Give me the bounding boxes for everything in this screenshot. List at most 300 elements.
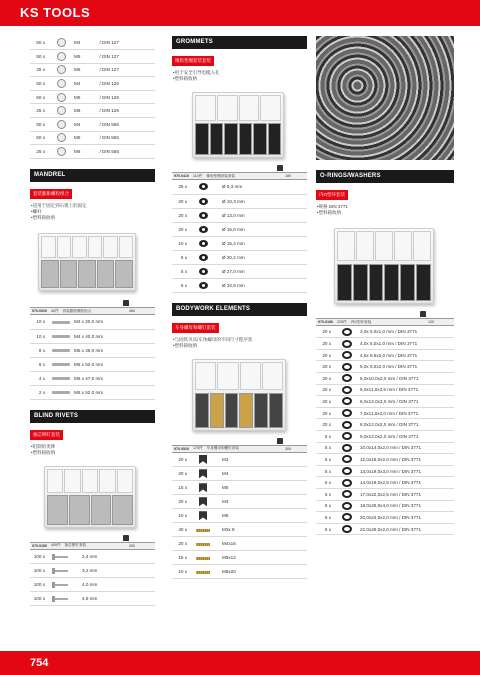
bodywork-article-header: 970.0520 170件 车身螺母和螺钉套装 300 (172, 445, 307, 453)
part-icon-cell (336, 488, 358, 500)
quantity-cell: 40 x (172, 523, 192, 537)
size-cell: Ø 27,0 mm (214, 264, 307, 278)
size-cell: 5,0x 9,0x2,0 mm / DIN 3771 (358, 361, 454, 373)
quantity-cell: 25 x (30, 104, 50, 118)
weight-icon (123, 300, 129, 306)
part-icon-cell (336, 396, 358, 408)
part-icon (342, 525, 352, 533)
blind-rivets-label: 抽芯铆钉套装 (30, 430, 63, 440)
table-row (316, 523, 454, 535)
part-icon-cell (336, 338, 358, 350)
table-row (316, 465, 454, 477)
part-icon-cell (50, 145, 72, 159)
part-icon (57, 133, 66, 142)
size-cell: Ø 15,0 mm (214, 222, 307, 236)
table-row (172, 180, 307, 194)
mandrel-kit-image (38, 233, 136, 291)
part-icon-cell (50, 90, 72, 104)
size-cell: M4 (214, 467, 307, 481)
table-row (172, 551, 307, 565)
size-cell: M6 (214, 509, 307, 523)
rivets-article-header: 970.0150 400件 抽芯铆钉套装 250 (30, 542, 155, 550)
quantity-cell: 5 x (316, 454, 336, 466)
quantity-cell: 2 x (30, 385, 50, 399)
part-icon-cell (50, 578, 72, 592)
quantity-cell: 10 x (172, 236, 192, 250)
size-cell: 6,0x10,0x2,0 mm / DIN 3771 (358, 373, 454, 385)
part-icon (342, 479, 352, 487)
mandrel-article-header: 970.0020 40件 套装膨胀螺栓组合 460 (30, 307, 155, 315)
socket-photo (316, 36, 454, 160)
table-row (172, 208, 307, 222)
size-cell: M5 (72, 90, 98, 104)
part-icon-cell (336, 430, 358, 442)
bullet-item: •塑料箱收纳 (31, 214, 56, 220)
size-cell: Ø 13,0 mm (214, 208, 307, 222)
part-icon-cell (336, 523, 358, 535)
size-cell: M3x 8 (214, 523, 307, 537)
part-icon-cell (50, 118, 72, 132)
size-cell: M5 (72, 50, 98, 64)
part-icon-cell (336, 407, 358, 419)
quantity-cell: 5 x (316, 488, 336, 500)
part-icon (199, 511, 207, 520)
part-icon (199, 282, 208, 289)
part-icon-cell (336, 442, 358, 454)
washers-table (30, 36, 155, 159)
quantity-cell: 15 x (172, 481, 192, 495)
part-icon (199, 268, 208, 275)
part-icon (342, 490, 352, 498)
part-icon (52, 377, 70, 380)
table-row (30, 315, 155, 329)
size-cell: 4,8 mm (72, 592, 155, 606)
quantity-cell: 10 x (30, 329, 50, 343)
table-row (172, 250, 307, 264)
bullet-item: •螺杆 (31, 208, 42, 214)
size-cell: M5 x 36,0 mm (72, 343, 155, 357)
table-row (30, 118, 155, 132)
quantity-cell: 5 x (316, 523, 336, 535)
grommets-heading: GROMMETS (172, 36, 307, 49)
part-icon (342, 444, 352, 452)
part-icon-cell (192, 551, 214, 565)
quantity-cell: 20 x (316, 361, 336, 373)
quantity-cell: 20 x (316, 419, 336, 431)
quantity-cell: 20 x (316, 326, 336, 338)
size-cell: M6x20 (214, 565, 307, 579)
quantity-cell: 20 x (316, 396, 336, 408)
quantity-cell: 20 x (172, 222, 192, 236)
norm-cell: / DIN 127 (98, 63, 155, 77)
orings-table (316, 326, 454, 535)
size-cell: 9,0x12,0x2,0 mm / DIN 3771 (358, 430, 454, 442)
bullet-item: •塑料箱收纳 (173, 342, 198, 348)
part-icon-cell (50, 357, 72, 371)
blind-rivets-bullets (30, 444, 155, 456)
table-row (316, 454, 454, 466)
weight-icon (277, 165, 283, 171)
orings-heading: O-RINGS/WASHERS (316, 170, 454, 183)
part-icon (199, 240, 208, 247)
part-icon (342, 374, 352, 382)
bodywork-table (172, 453, 307, 580)
quantity-cell: 20 x (316, 407, 336, 419)
norm-cell: / DIN 126 (98, 90, 155, 104)
part-icon-cell (50, 104, 72, 118)
size-cell: 3,0x 5,0x1,0 mm / DIN 3771 (358, 326, 454, 338)
size-cell: M6 x 52,0 mm (72, 385, 155, 399)
table-row (172, 481, 307, 495)
part-icon (57, 65, 66, 74)
size-cell: Ø 32,5 mm (214, 278, 307, 292)
part-icon-cell (192, 236, 214, 250)
table-row (30, 564, 155, 578)
quantity-cell: 5 x (316, 500, 336, 512)
bodywork-label: 车身螺母和螺钉套装 (172, 323, 219, 333)
part-icon-cell (336, 419, 358, 431)
norm-cell: / DIN 555 (98, 118, 155, 132)
table-row (30, 343, 155, 357)
quantity-cell: 5 x (172, 278, 192, 292)
size-cell: M4 x 20,0 mm (72, 315, 155, 329)
part-icon-cell (192, 278, 214, 292)
table-row (172, 278, 307, 292)
size-cell: 8,0x12,0x2,0 mm / DIN 3771 (358, 419, 454, 431)
bullet-item: •规格 DIN 3771 (317, 204, 348, 209)
part-icon (342, 340, 352, 348)
part-icon-cell (336, 361, 358, 373)
norm-cell: / DIN 127 (98, 50, 155, 64)
grommets-kit-image (192, 92, 284, 158)
part-icon (342, 467, 352, 475)
quantity-cell: 20 x (172, 453, 192, 467)
quantity-cell: 5 x (316, 512, 336, 524)
size-cell: M3 (214, 495, 307, 509)
size-cell: 12,0x16,0x2,0 mm / DIN 3771 (358, 454, 454, 466)
part-icon (342, 328, 352, 336)
bullet-item: •塑料箱收纳 (31, 449, 56, 455)
part-icon (57, 79, 66, 88)
orings-label: 内O型环套装 (316, 190, 348, 200)
orings-article-header: 970.0180 225件 内O型环套装 120 (316, 318, 454, 326)
quantity-cell: 5 x (316, 442, 336, 454)
part-icon (342, 455, 352, 463)
part-icon-cell (192, 264, 214, 278)
size-cell: M6 (72, 104, 98, 118)
part-icon-cell (50, 385, 72, 399)
part-icon-cell (192, 495, 214, 509)
part-icon (52, 363, 70, 366)
quantity-cell: 25 x (30, 63, 50, 77)
table-row (316, 442, 454, 454)
quantity-cell: 50 x (30, 131, 50, 145)
part-icon-cell (336, 373, 358, 385)
quantity-cell: 50 x (30, 50, 50, 64)
part-icon (199, 455, 207, 464)
size-cell: 4,0x 6,0x1,0 mm / DIN 3771 (358, 338, 454, 350)
table-row (316, 419, 454, 431)
part-icon (57, 106, 66, 115)
part-icon-cell (192, 467, 214, 481)
page-number: 754 (30, 657, 49, 669)
part-icon-cell (336, 512, 358, 524)
blind-rivets-heading: BLIND RIVETS (30, 410, 155, 423)
part-icon (342, 386, 352, 394)
part-icon-cell (192, 208, 214, 222)
grommets-article-header: 970.0410 110件 橡胶垫圈套装套装 180 (172, 172, 307, 180)
bullet-item: •与固铁夹具/车体螺母的不同尺寸程序状 (173, 336, 253, 342)
part-icon-cell (50, 550, 72, 564)
part-icon-cell (50, 343, 72, 357)
size-cell: 17,0x22,0x2,5 mm / DIN 3771 (358, 488, 454, 500)
part-icon-cell (192, 194, 214, 208)
mandrel-table (30, 315, 155, 400)
size-cell: 6,0x11,0x2,5 mm / DIN 3771 (358, 384, 454, 396)
rivets-kit-image (44, 466, 136, 528)
part-icon (57, 38, 66, 47)
part-icon-cell (50, 50, 72, 64)
norm-cell: / DIN 127 (98, 36, 155, 50)
part-icon-cell (50, 329, 72, 343)
part-icon (54, 556, 68, 558)
part-icon-cell (192, 509, 214, 523)
part-icon-cell (192, 481, 214, 495)
part-icon-cell (192, 180, 214, 194)
size-cell: 20,0x24,0x2,0 mm / DIN 3771 (358, 512, 454, 524)
table-row (316, 512, 454, 524)
quantity-cell: 50 x (30, 77, 50, 91)
middle-column (172, 36, 307, 579)
part-icon (199, 226, 208, 233)
bodywork-heading: BODYWORK ELEMENTS (172, 303, 307, 316)
part-icon-cell (336, 326, 358, 338)
quantity-cell: 50 x (30, 90, 50, 104)
table-row (316, 407, 454, 419)
part-icon (54, 584, 68, 586)
table-row (316, 326, 454, 338)
orings-bullets (316, 204, 454, 216)
table-row (30, 131, 155, 145)
part-icon (54, 570, 68, 572)
table-row (30, 357, 155, 371)
part-icon (199, 483, 207, 492)
table-row (172, 453, 307, 467)
bodywork-kit-image (192, 359, 286, 431)
part-icon-cell (50, 592, 72, 606)
size-cell: 7,0x11,0x2,0 mm / DIN 3771 (358, 407, 454, 419)
bullet-item: •用于安全引导电缆入孔 (173, 70, 220, 75)
part-icon (342, 421, 352, 429)
bullet-item: •铝制的类铆 (31, 443, 56, 449)
table-row (172, 495, 307, 509)
quantity-cell: 5 x (172, 250, 192, 264)
table-row (316, 500, 454, 512)
quantity-cell: 4 x (30, 371, 50, 385)
part-icon (342, 351, 352, 359)
size-cell: 22,0x26,0x2,0 mm / DIN 3771 (358, 523, 454, 535)
table-row (30, 578, 155, 592)
quantity-cell: 15 x (172, 551, 192, 565)
size-cell: 2,4 mm (72, 550, 155, 564)
ks-tools-logo (20, 5, 90, 20)
table-row (316, 373, 454, 385)
part-icon (54, 598, 68, 600)
size-cell: 13,0x19,0x3,0 mm / DIN 3771 (358, 465, 454, 477)
part-icon-cell (336, 454, 358, 466)
part-icon-cell (192, 565, 214, 579)
size-cell: 4,5x 8,5x2,0 mm / DIN 3771 (358, 349, 454, 361)
size-cell: M4x16 (214, 537, 307, 551)
table-row (30, 371, 155, 385)
size-cell: Ø 6,3 mm (214, 180, 307, 194)
size-cell: M5 x 52,0 mm (72, 357, 155, 371)
table-row (172, 264, 307, 278)
left-column (30, 36, 155, 606)
part-icon (199, 469, 207, 478)
quantity-cell: 20 x (172, 495, 192, 509)
orings-kit-image (334, 228, 434, 304)
part-icon (196, 557, 210, 560)
size-cell: M6 (72, 63, 98, 77)
size-cell: M5 (214, 481, 307, 495)
size-cell: Ø 10,3 mm (214, 194, 307, 208)
table-row (316, 338, 454, 350)
part-icon (199, 198, 208, 205)
part-icon (196, 529, 210, 532)
norm-cell: / DIN 126 (98, 104, 155, 118)
part-icon-cell (192, 250, 214, 264)
quantity-cell: 25 x (30, 145, 50, 159)
table-row (30, 90, 155, 104)
quantity-cell: 50 x (30, 118, 50, 132)
part-icon (342, 409, 352, 417)
bullet-item: •塑料箱收纳 (173, 76, 198, 82)
part-icon-cell (50, 371, 72, 385)
part-icon (52, 335, 70, 338)
part-icon (57, 147, 66, 156)
part-icon (342, 432, 352, 440)
table-row (30, 77, 155, 91)
part-icon-cell (50, 564, 72, 578)
part-icon (52, 349, 70, 352)
table-row (172, 537, 307, 551)
quantity-cell: 25 x (172, 180, 192, 194)
weight-icon (277, 438, 283, 444)
part-icon-cell (336, 384, 358, 396)
quantity-cell: 20 x (316, 384, 336, 396)
part-icon-cell (192, 537, 214, 551)
part-icon-cell (50, 315, 72, 329)
part-icon (199, 497, 207, 506)
part-icon-cell (50, 36, 72, 50)
part-icon (342, 502, 352, 510)
quantity-cell: 10 x (30, 315, 50, 329)
size-cell: Ø 15,4 mm (214, 236, 307, 250)
quantity-cell: 20 x (172, 467, 192, 481)
quantity-cell: 10 x (172, 565, 192, 579)
quantity-cell: 20 x (316, 338, 336, 350)
quantity-cell: 20 x (316, 373, 336, 385)
top-bar (0, 0, 480, 26)
mandrel-bullets (30, 203, 155, 221)
table-row (172, 194, 307, 208)
size-cell: M3 (214, 453, 307, 467)
part-icon-cell (336, 477, 358, 489)
table-row (172, 509, 307, 523)
quantity-cell: 10 x (172, 509, 192, 523)
part-icon-cell (336, 349, 358, 361)
part-icon-cell (192, 453, 214, 467)
table-row (30, 104, 155, 118)
table-row (30, 550, 155, 564)
table-row (316, 430, 454, 442)
quantity-cell: 20 x (172, 208, 192, 222)
part-icon-cell (336, 465, 358, 477)
part-icon-cell (192, 222, 214, 236)
logo-text: KS TOOLS (20, 5, 91, 20)
table-row (316, 384, 454, 396)
table-row (30, 63, 155, 77)
quantity-cell: 5 x (316, 465, 336, 477)
quantity-cell: 100 x (30, 592, 50, 606)
table-row (30, 36, 155, 50)
weight-icon (420, 311, 426, 317)
table-row (172, 565, 307, 579)
quantity-cell: 6 x (30, 357, 50, 371)
norm-cell: / DIN 555 (98, 145, 155, 159)
size-cell: M4 (72, 36, 98, 50)
part-icon (342, 363, 352, 371)
quantity-cell: 100 x (30, 550, 50, 564)
part-icon-cell (50, 131, 72, 145)
quantity-cell: 20 x (316, 349, 336, 361)
quantity-cell: 100 x (30, 578, 50, 592)
part-icon (57, 120, 66, 129)
size-cell: M4 x 40,0 mm (72, 329, 155, 343)
grommets-bullets (172, 70, 307, 82)
part-icon-cell (50, 77, 72, 91)
size-cell: 6,0x12,0x3,0 mm / DIN 3771 (358, 396, 454, 408)
size-cell: M4 (72, 77, 98, 91)
grommets-table (172, 180, 307, 293)
part-icon-cell (50, 63, 72, 77)
size-cell: 18,0x26,0x4,0 mm / DIN 3771 (358, 500, 454, 512)
table-row (30, 592, 155, 606)
table-row (172, 222, 307, 236)
grommets-label: 橡胶垫圈套装套装 (172, 56, 214, 66)
size-cell: M5 (72, 131, 98, 145)
mandrel-heading: MANDREL (30, 169, 155, 182)
norm-cell: / DIN 126 (98, 77, 155, 91)
size-cell: 4,0 mm (72, 578, 155, 592)
part-icon (199, 254, 208, 261)
table-row (30, 329, 155, 343)
table-row (316, 361, 454, 373)
norm-cell: / DIN 555 (98, 131, 155, 145)
size-cell: M6 (72, 145, 98, 159)
part-icon (196, 571, 210, 574)
table-row (316, 488, 454, 500)
table-row (172, 467, 307, 481)
quantity-cell: 5 x (172, 264, 192, 278)
table-row (316, 396, 454, 408)
size-cell: M6 x 47,0 mm (72, 371, 155, 385)
part-icon (52, 391, 70, 394)
quantity-cell: 5 x (316, 477, 336, 489)
quantity-cell: 100 x (30, 564, 50, 578)
quantity-cell: 50 x (30, 36, 50, 50)
